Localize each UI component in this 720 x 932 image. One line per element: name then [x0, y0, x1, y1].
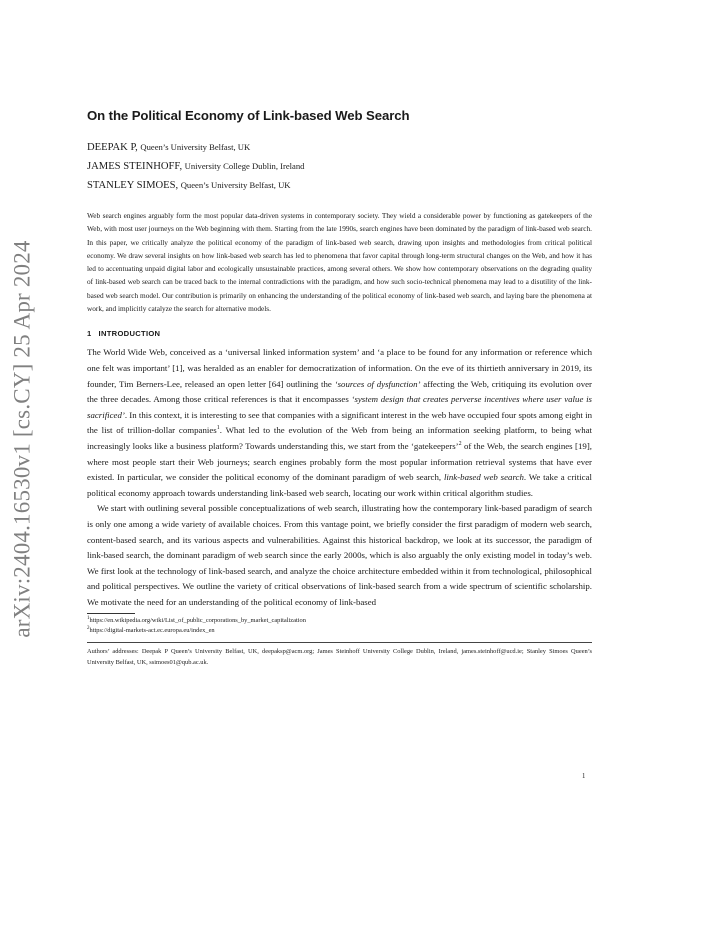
- page-number: 1: [582, 773, 586, 780]
- footnote: [87, 626, 592, 635]
- footnote-marker: 1: [216, 425, 220, 432]
- footnote-mark: 2: [87, 625, 90, 631]
- emphasis-run: ‘system design that creates perverse incentives where user value is sacrificed’: [87, 394, 592, 420]
- page-content: [87, 108, 592, 669]
- text-run: . We take a critical political economy approach towards understanding link-based web search, locating our work within critical algorithm studies.: [87, 472, 592, 498]
- body-text: [87, 345, 592, 610]
- emphasis-run: link-based web search: [443, 472, 524, 483]
- text-run: . What led to the evolution of the Web from being an information seeking platform, to being what increasingly looks like a business platform? Towards understanding this, we start from the ‘gatekeepers’: [87, 425, 593, 451]
- paper-title: On the Political Economy of Link-based Web Search: [87, 108, 410, 123]
- author-list: [87, 138, 592, 195]
- author-name: DEEPAK P,: [87, 142, 138, 153]
- author-entry: [87, 138, 592, 157]
- emphasis-run: ‘sources of dysfunction’: [334, 378, 421, 389]
- text-run: . In this context, it is interesting to see that companies with a significant interest in the web have occupied four spots among eight in the list of trillion-dollar companies: [87, 409, 592, 436]
- footnote-url: https://digital-markets-act.ec.europa.eu/index_en: [89, 626, 215, 634]
- abstract: Web search engines arguably form the most popular data-driven systems in contemporary society. They wield a considerable power by functioning as gatekeepers of the Web, with most user journeys on the Web beginning with them. Starting from the late 1990s, search engines have been dominated by the paradigm of link-based web search. In this paper, we critically analyze the political economy of the paradigm of link-based web search, drawing upon insights and methodologies from critical political economy. We draw several insights on how link-based web search has led to phenomena that favor capital through long-term structural changes on the Web, and how it has led to accentuating unpaid digital labor and ecologically unsustainable practices, among several others. We show how contemporary observations on the degrading quality of link-based web search can be traced back to the internal contradictions with the paradigm, and how such socio-technical phenomena may lead to a disutility of the link-based web search model. Our contribution is primarily on enhancing the understanding of the political economy of link-based web search, and laying bare the phenomena at work, and implicitly catalyze the search for alternative models.: [87, 211, 592, 314]
- arxiv-stamp: [4, 240, 42, 638]
- footnote-mark: 1: [87, 616, 90, 622]
- footnote-divider: [87, 613, 135, 614]
- author-addresses: Authors’ addresses: Deepak P Queen’s University Belfast, UK, deepaksp@acm.org; James Steinhoff University College Dublin, Ireland, james.steinhoff@ucd.ie; Stanley Simoes Queen’s University Belfast, UK, ssimoes01@qub.ac.uk.: [87, 647, 592, 667]
- text-run: affecting the Web, critiquing its evolution over the three decades. Among those critical references is that it encompasses: [87, 378, 592, 405]
- author-name: JAMES STEINHOFF,: [87, 161, 183, 172]
- section-title: INTRODUCTION: [98, 329, 161, 339]
- body-paragraph: [87, 345, 592, 501]
- author-entry: [87, 157, 592, 176]
- author-affiliation: Queen’s University Belfast, UK: [180, 180, 291, 190]
- section-heading: [87, 329, 592, 338]
- addresses-divider: [87, 642, 592, 643]
- author-name: STANLEY SIMOES,: [87, 180, 179, 191]
- footnote-url: https://en.wikipedia.org/wiki/List_of_public_corporations_by_market_capitalization: [89, 617, 306, 625]
- author-affiliation: Queen’s University Belfast, UK: [140, 142, 251, 152]
- section-number: 1: [87, 329, 92, 339]
- author-affiliation: University College Dublin, Ireland: [184, 161, 305, 171]
- footnote: [87, 616, 592, 625]
- text-run: of the Web, the search engines [19], where most people start their Web journeys; search engines probably form the most popular information retrieval systems that have ever existed. In particular, we consider the political economy of the dominant paradigm of web search,: [87, 440, 592, 483]
- arxiv-identifier: arXiv:2404.16530v1 [cs.CY] 25 Apr 2024: [10, 240, 36, 638]
- footnote-marker: 2: [458, 441, 462, 447]
- body-paragraph: We start with outlining several possible conceptualizations of web search, illustrating how the contemporary link-based paradigm of search is only one among a wide variety of available choices. From this vantage point, we briefly consider the first paradigm of modern web search, content-based search, and its various aspects and vulnerabilities. Against this historical backdrop, we look at its successor, the paradigm of link-based search, the dominant paradigm of web search since the early 2000s, which is also arguably the only existing model in today’s web. We first look at the technology of link-based search, and analyze the choice architecture embedded within it from technological, philosophical and political perspectives. We outline the variety of critical observations of link-based search from a wide spectrum of scientific scholarship. We motivate the need for an understanding of the political economy of link-based: [87, 503, 592, 607]
- author-entry: [87, 176, 592, 195]
- text-run: The World Wide Web, conceived as a ‘universal linked information system’ and ‘a place to be found for any information or reference which one felt was important’ [1], was heralded as an enabler for democratization of information. On the eve of its thirtieth anniversary in 2019, its founder, Tim Berners-Lee, released an open letter [64] outlining the: [87, 347, 592, 389]
